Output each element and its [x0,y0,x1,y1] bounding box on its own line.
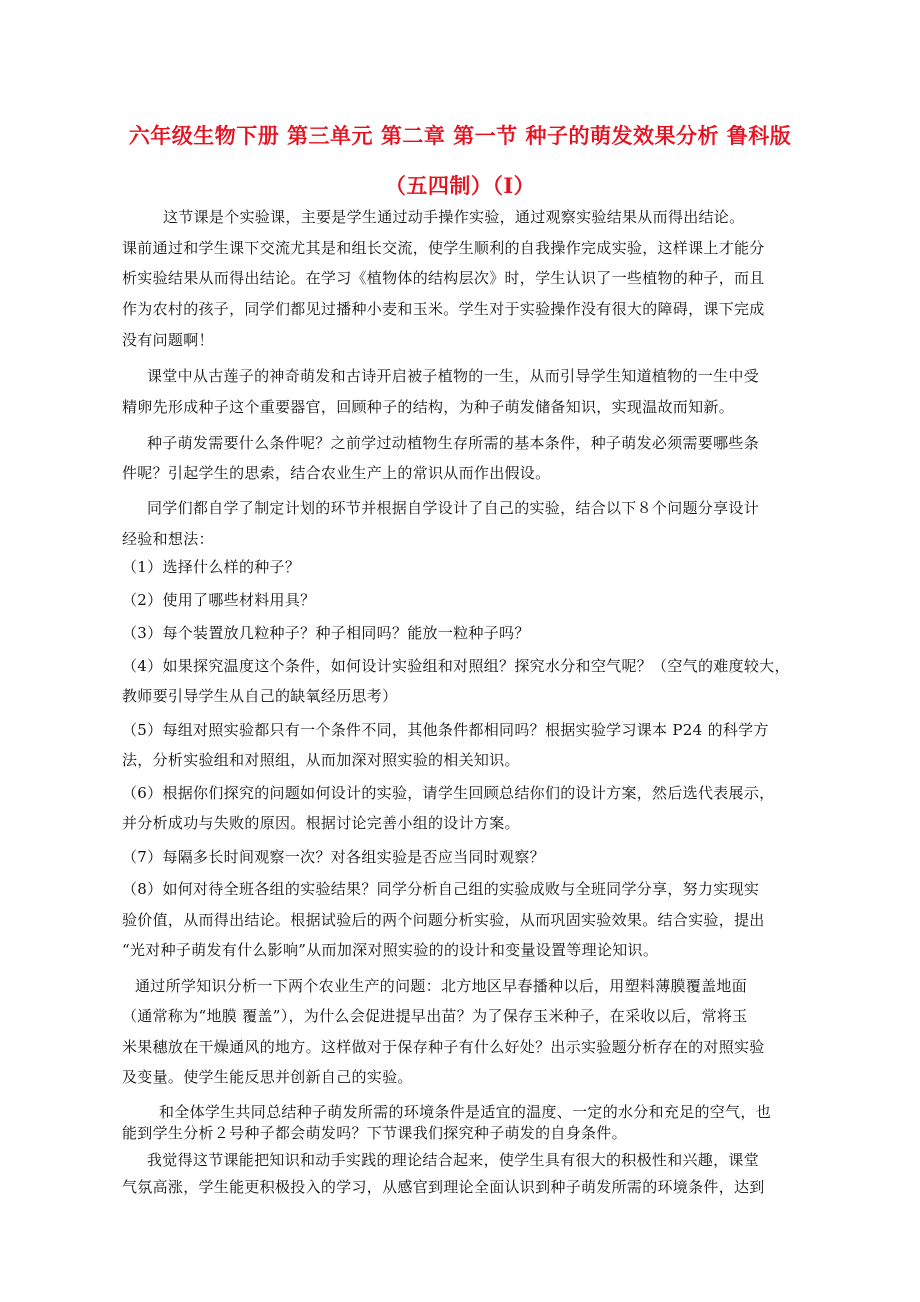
body-line: 课前通过和学生课下交流尤其是和组长交流，使学生顺利的自我操作完成实验，这样课上才能分 [122,239,765,257]
body-line: （7）每隔多长时间观察一次？对各组实验是否应当同时观察？ [122,848,545,866]
body-line: 这节课是个实验课，主要是学生通过动手操作实验，通过观察实验结果从而得出结论。 [163,208,745,226]
body-line: 作为农村的孩子，同学们都见过播种小麦和玉米。学生对于实验操作没有很大的障碍，课下完成 [122,300,765,318]
document-title-line-1: 六年级生物下册 第三单元 第二章 第一节 种子的萌发效果分析 鲁科版 [128,123,792,148]
body-line: （3）每个装置放几粒种子？种子相同吗？能放一粒种子吗？ [122,624,530,642]
body-line: 及变量。使学生能反思并创新自己的实验。 [122,1068,413,1086]
body-line: （5）每组对照实验都只有一个条件不同，其他条件都相同吗？根据实验学习课本 P24 的科学方 [122,721,769,739]
body-line: 析实验结果从而得出结论。在学习《植物体的结构层次》时，学生认识了一些植物的种子，而且 [122,269,765,287]
body-line: 我觉得这节课能把知识和动手实践的理论结合起来，使学生具有很大的积极性和兴趣，课堂 [147,1151,760,1169]
body-line: 并分析成功与失败的原因。根据讨论完善小组的设计方案。 [122,814,520,832]
body-line: 教师要引导学生从自己的缺氧经历思考） [122,687,398,705]
body-line: 课堂中从古莲子的神奇萌发和古诗开启被子植物的一生，从而引导学生知道植物的一生中受 [147,367,760,385]
body-line: 法，分析实验组和对照组，从而加深对照实验的相关知识。 [122,751,520,769]
body-line: （6）根据你们探究的问题如何设计的实验，请学生回顾总结你们的设计方案，然后选代表展示， [122,784,775,802]
body-line: （通常称为“地膜 覆盖”），为什么会促进提早出苗？为了保存玉米种子，在采收以后，常将玉 [122,1007,748,1025]
body-line: （4）如果探究温度这个条件，如何设计实验组和对照组？探究水分和空气呢？（空气的难度较大， [122,657,790,675]
body-line: （8）如何对待全班各组的实验结果？同学分析自己组的实验成败与全班同学分享，努力实现实 [122,880,760,898]
body-line: 没有问题啊！ [122,331,214,349]
body-line: 通过所学知识分析一下两个农业生产的问题：北方地区早春播种以后，用塑料薄膜覆盖地面 [135,977,748,995]
body-line: 同学们都自学了制定计划的环节并根据自学设计了自己的实验，结合以下８个问题分享设计 [147,499,760,517]
body-line: 种子萌发需要什么条件呢？之前学过动植物生存所需的基本条件，种子萌发必须需要哪些条 [147,434,760,452]
body-line: “光对种子萌发有什么影响”从而加深对照实验的的设计和变量设置等理论知识。 [122,941,659,959]
body-line: （1）选择什么样的种子？ [122,558,301,576]
body-line: 和全体学生共同总结种子萌发所需的环境条件是适宜的温度、一定的水分和充足的空气，也 [159,1103,772,1121]
body-line: 能到学生分析２号种子都会萌发吗？下节课我们探究种子萌发的自身条件。 [122,1124,627,1142]
body-line: 精卵先形成种子这个重要器官，回顾种子的结构，为种子萌发储备知识，实现温故而知新。 [122,398,735,416]
body-line: 米果穗放在干燥通风的地方。这样做对于保存种子有什么好处？出示实验题分析存在的对照实验 [122,1038,765,1056]
document-title-line-2: （五四制）（I） [384,173,536,198]
body-line: 件呢？引起学生的思索，结合农业生产上的常识从而作出假设。 [122,464,551,482]
body-line: 气氛高涨，学生能更积极投入的学习，从感官到理论全面认识到种子萌发所需的环境条件，达到 [122,1178,765,1196]
body-line: （2）使用了哪些材料用具？ [122,591,316,609]
body-line: 验价值，从而得出结论。根据试验后的两个问题分析实验，从而巩固实验效果。结合实验，提出 [122,911,765,929]
body-line: 经验和想法： [122,530,214,548]
